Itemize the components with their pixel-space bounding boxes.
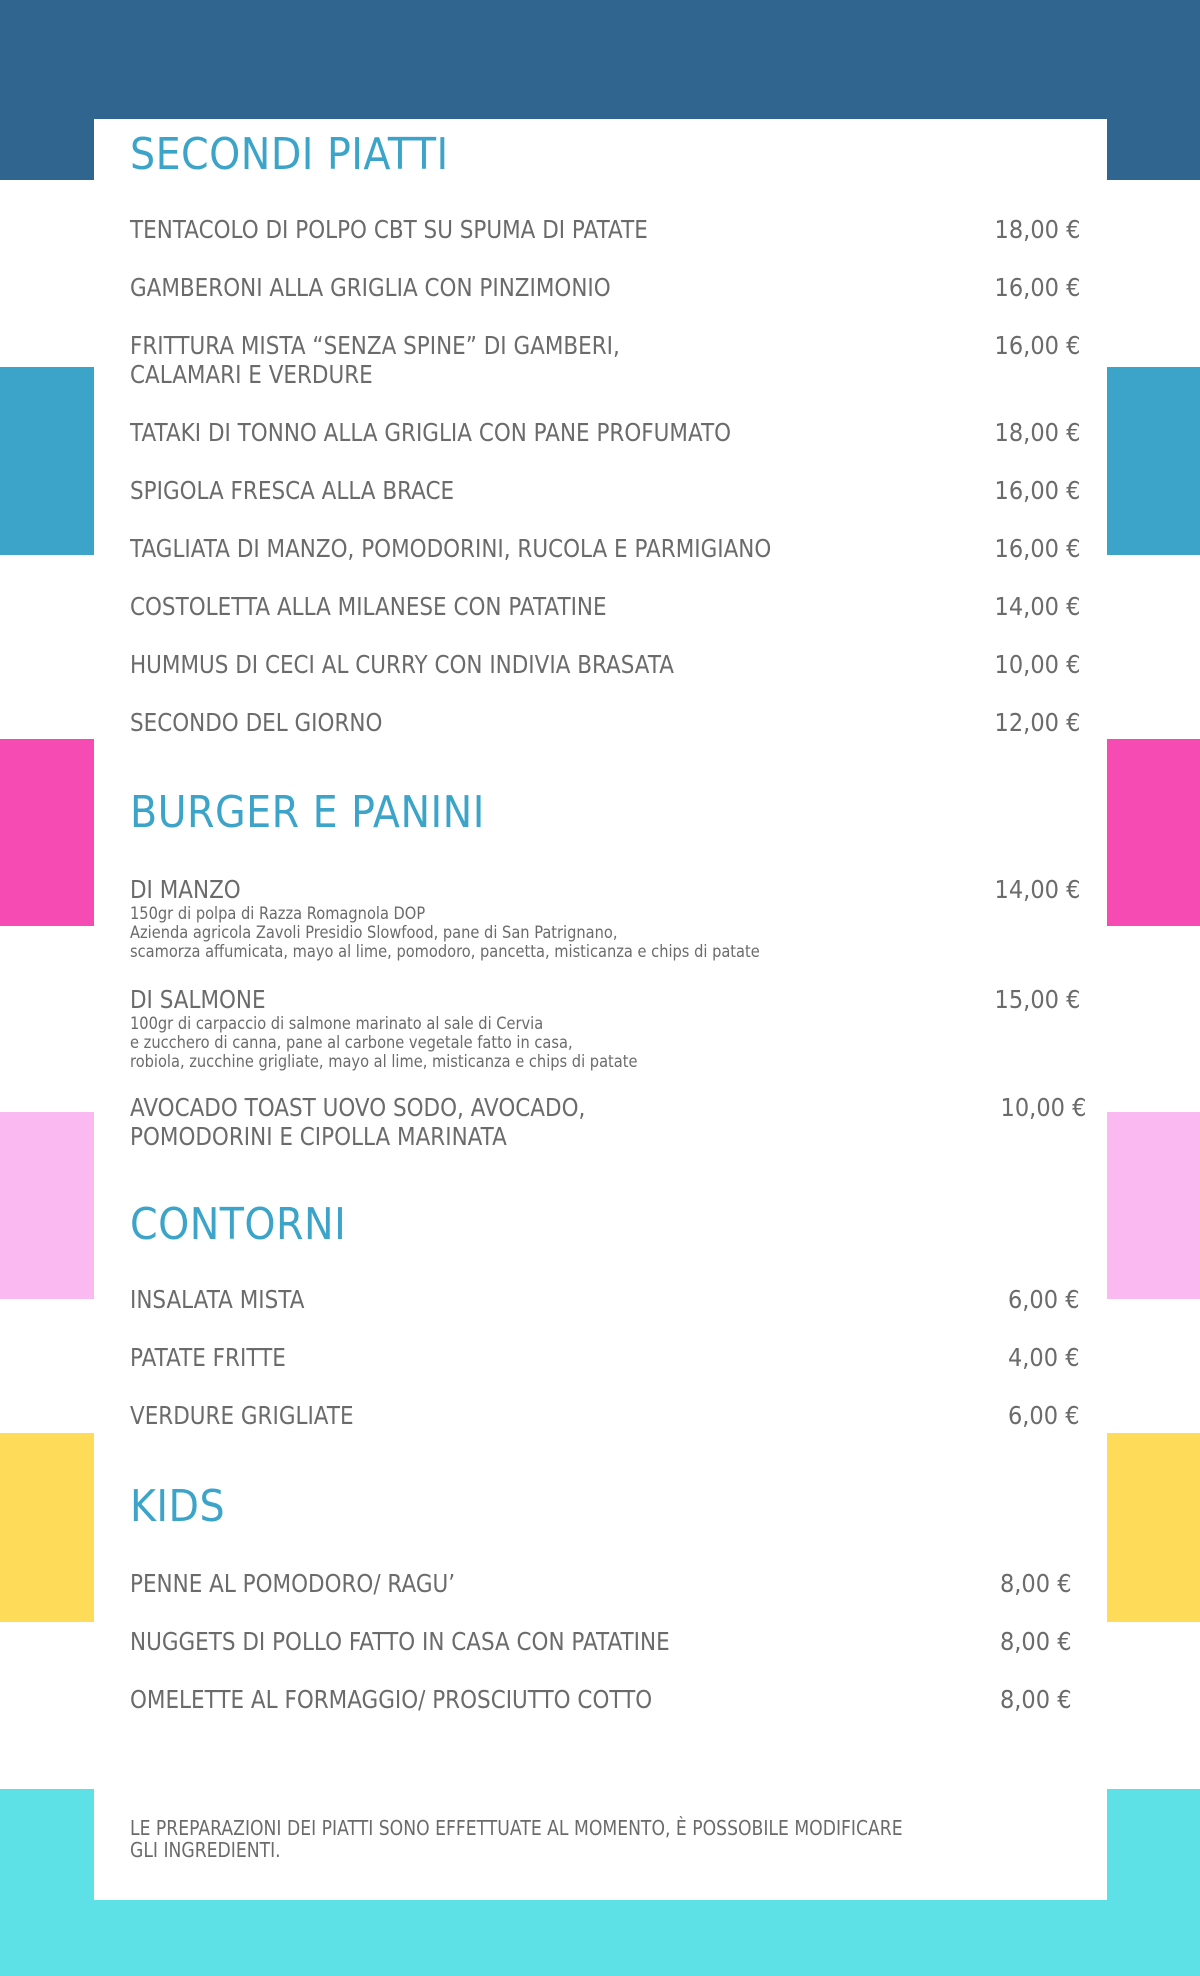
item-price: 8,00 €: [1000, 1569, 1072, 1598]
menu-item: [130, 273, 1080, 303]
item-description-line: 150gr di polpa di Razza Romagnola DOP: [130, 904, 426, 924]
menu-item: [130, 650, 1080, 680]
item-name: INSALATA MISTA: [130, 1285, 305, 1314]
menu-item: [130, 215, 1080, 245]
footer-note-line: LE PREPARAZIONI DEI PIATTI SONO EFFETTUATE AL MOMENTO, È POSSOBILE MODIFICARE: [130, 1816, 903, 1840]
item-name: AVOCADO TOAST UOVO SODO, AVOCADO,: [130, 1093, 586, 1122]
item-price: 14,00 €: [994, 875, 1080, 904]
item-name: DI SALMONE: [130, 985, 266, 1014]
item-name: PATATE FRITTE: [130, 1343, 286, 1372]
side-band-light-pink-right: [1106, 1112, 1200, 1299]
item-price: 16,00 €: [994, 534, 1080, 563]
footer-note: [130, 1817, 956, 1861]
item-price: 8,00 €: [1000, 1685, 1072, 1714]
item-price: 16,00 €: [994, 476, 1080, 505]
menu-panel: [94, 119, 1107, 1900]
menu-item: [130, 708, 1080, 738]
menu-item: [130, 1285, 1080, 1315]
item-name: TAGLIATA DI MANZO, POMODORINI, RUCOLA E PARMIGIANO: [130, 534, 772, 563]
item-name: DI MANZO: [130, 875, 241, 904]
menu-item: [130, 418, 1080, 448]
menu-item: [130, 1569, 1080, 1599]
item-price: 4,00 €: [1008, 1343, 1080, 1372]
item-description-line: Azienda agricola Zavoli Presidio Slowfood, pane di San Patrignano,: [130, 923, 618, 943]
menu-item: [130, 1093, 1086, 1152]
menu-item: [130, 476, 1080, 506]
item-price: 10,00 €: [994, 650, 1080, 679]
item-name: SPIGOLA FRESCA ALLA BRACE: [130, 476, 455, 505]
item-description-line: e zucchero di canna, pane al carbone vegetale fatto in casa,: [130, 1033, 573, 1053]
menu-item: [130, 1343, 1080, 1373]
item-price: 16,00 €: [994, 331, 1080, 360]
item-description-line: scamorza affumicata, mayo al lime, pomodoro, pancetta, misticanza e chips di patate: [130, 942, 760, 962]
item-price: 8,00 €: [1000, 1627, 1072, 1656]
item-price: 12,00 €: [994, 708, 1080, 737]
item-name: SECONDO DEL GIORNO: [130, 708, 383, 737]
item-name: TATAKI DI TONNO ALLA GRIGLIA CON PANE PROFUMATO: [130, 418, 732, 447]
item-price: 16,00 €: [994, 273, 1080, 302]
menu-item: [130, 534, 1080, 564]
section-title-contorni: CONTORNI: [130, 1199, 347, 1250]
item-name: OMELETTE AL FORMAGGIO/ PROSCIUTTO COTTO: [130, 1685, 653, 1714]
side-band-pink-right: [1106, 739, 1200, 926]
menu-item: [130, 875, 1080, 962]
menu-item: [130, 985, 1080, 1072]
menu-item: [130, 1627, 1080, 1657]
menu-item: [130, 331, 1080, 390]
item-name: GAMBERONI ALLA GRIGLIA CON PINZIMONIO: [130, 273, 611, 302]
item-description-line: robiola, zucchine grigliate, mayo al lime, misticanza e chips di patate: [130, 1052, 638, 1072]
item-name: NUGGETS DI POLLO FATTO IN CASA CON PATATINE: [130, 1627, 670, 1656]
footer-note-line: GLI INGREDIENTI.: [130, 1838, 281, 1862]
side-band-light-pink-left: [0, 1112, 94, 1299]
side-band-blue-right: [1106, 367, 1200, 555]
menu-item: [130, 1401, 1080, 1431]
item-name-line2: POMODORINI E CIPOLLA MARINATA: [130, 1122, 507, 1151]
item-name: TENTACOLO DI POLPO CBT SU SPUMA DI PATATE: [130, 215, 648, 244]
side-band-pink-left: [0, 739, 94, 926]
item-price: 10,00 €: [1000, 1093, 1086, 1122]
side-band-blue-left: [0, 367, 94, 555]
item-description-line: 100gr di carpaccio di salmone marinato al sale di Cervia: [130, 1014, 544, 1034]
item-price: 15,00 €: [994, 985, 1080, 1014]
item-price: 18,00 €: [994, 418, 1080, 447]
item-name: COSTOLETTA ALLA MILANESE CON PATATINE: [130, 592, 607, 621]
item-name: HUMMUS DI CECI AL CURRY CON INDIVIA BRASATA: [130, 650, 675, 679]
item-name: FRITTURA MISTA “SENZA SPINE” DI GAMBERI,: [130, 331, 620, 360]
section-title-kids: KIDS: [130, 1481, 226, 1532]
side-band-yellow-left: [0, 1433, 94, 1622]
item-price: 18,00 €: [994, 215, 1080, 244]
item-name-line2: CALAMARI E VERDURE: [130, 360, 373, 389]
section-title-burger: BURGER E PANINI: [130, 787, 485, 838]
side-band-yellow-right: [1106, 1433, 1200, 1622]
item-price: 14,00 €: [994, 592, 1080, 621]
menu-item: [130, 592, 1080, 622]
item-name: VERDURE GRIGLIATE: [130, 1401, 354, 1430]
menu-item: [130, 1685, 1080, 1715]
section-title-secondi: SECONDI PIATTI: [130, 129, 449, 180]
item-name: PENNE AL POMODORO/ RAGU’: [130, 1569, 456, 1598]
item-price: 6,00 €: [1008, 1285, 1080, 1314]
item-price: 6,00 €: [1008, 1401, 1080, 1430]
